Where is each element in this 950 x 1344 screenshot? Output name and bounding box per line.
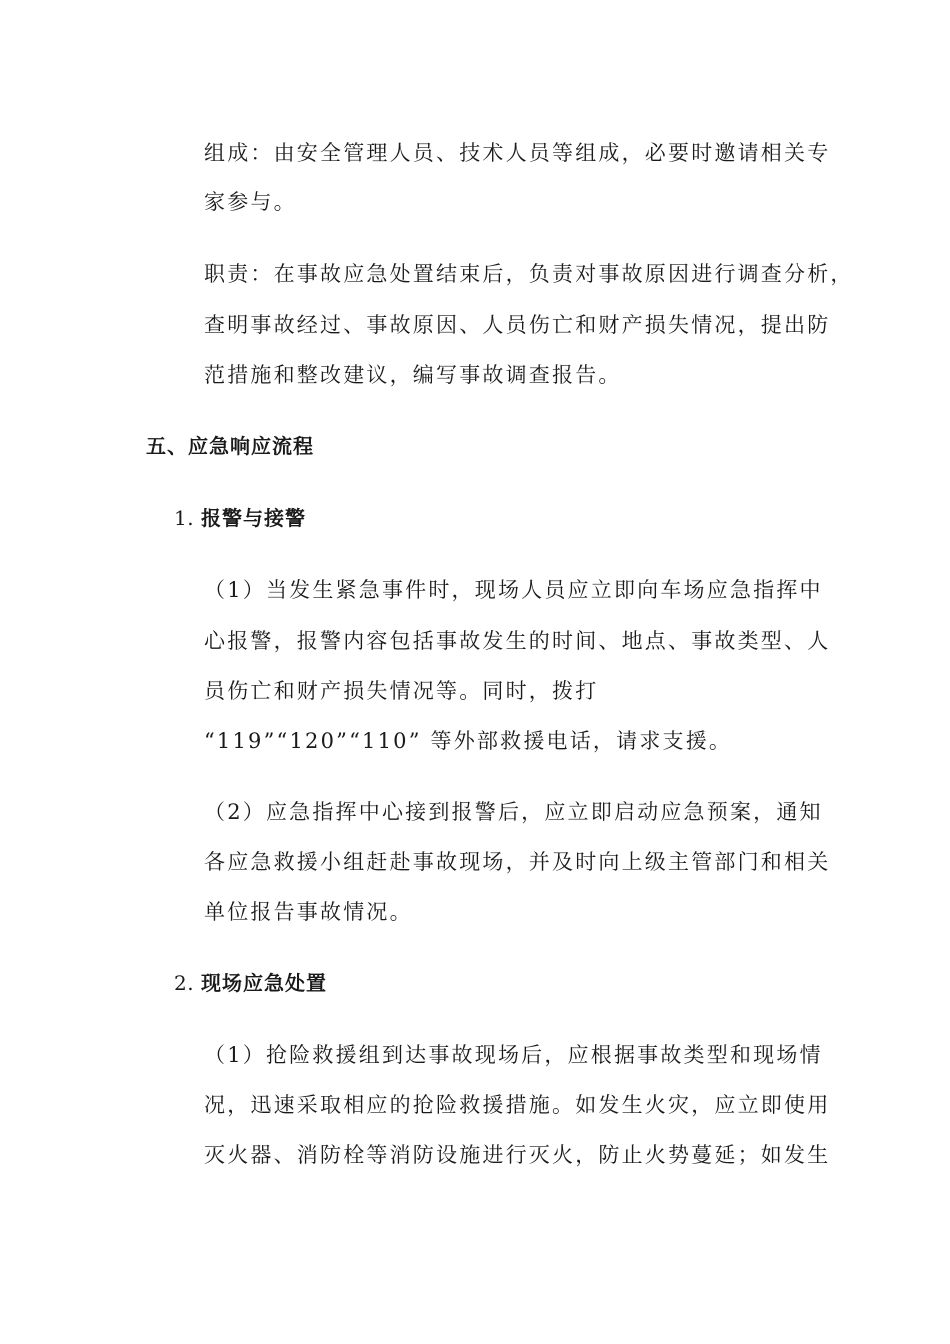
sub2-para1-line-3: 灭火器、消防栓等消防设施进行灭火，防止火势蔓延；如发生 — [204, 1143, 831, 1167]
sub1-para1-line-4: “119”“120”“110” 等外部救援电话，请求支援。 — [204, 729, 733, 753]
subheading-1-title: 报警与接警 — [200, 506, 306, 530]
sub1-para1-line-3: 员伤亡和财产损失情况等。同时，拨打 — [204, 679, 599, 703]
sub1-para2-line-3: 单位报告事故情况。 — [204, 900, 413, 924]
sub1-para2-line-2: 各应急救援小组赶赴事故现场，并及时向上级主管部门和相关 — [204, 850, 831, 874]
duties-line-2: 查明事故经过、事故原因、人员伤亡和财产损失情况，提出防 — [204, 313, 831, 337]
subheading-2-number: 2. — [174, 971, 195, 995]
sub1-para2-line-1: （2）应急指挥中心接到报警后，应立即启动应急预案，通知 — [204, 800, 823, 824]
sub2-para1-line-2: 况，迅速采取相应的抢险救援措施。如发生火灾，应立即使用 — [204, 1093, 831, 1117]
duties-line-3: 范措施和整改建议，编写事故调查报告。 — [204, 363, 622, 387]
subheading-2 — [174, 970, 327, 996]
subheading-2-title: 现场应急处置 — [200, 971, 327, 995]
subheading-1 — [174, 505, 306, 531]
sub2-para1-line-1: （1）抢险救援组到达事故现场后，应根据事故类型和现场情 — [204, 1043, 823, 1067]
composition-line-1: 组成：由安全管理人员、技术人员等组成，必要时邀请相关专 — [204, 141, 831, 165]
sub1-para1-line-1: （1）当发生紧急事件时，现场人员应立即向车场应急指挥中 — [204, 578, 823, 602]
section-heading: 五、应急响应流程 — [146, 434, 314, 458]
subheading-1-number: 1. — [174, 506, 195, 530]
composition-line-2: 家参与。 — [204, 190, 297, 214]
sub1-para1-line-2: 心报警，报警内容包括事故发生的时间、地点、事故类型、人 — [204, 629, 831, 653]
duties-line-1: 职责：在事故应急处置结束后，负责对事故原因进行调查分析， — [204, 262, 854, 286]
